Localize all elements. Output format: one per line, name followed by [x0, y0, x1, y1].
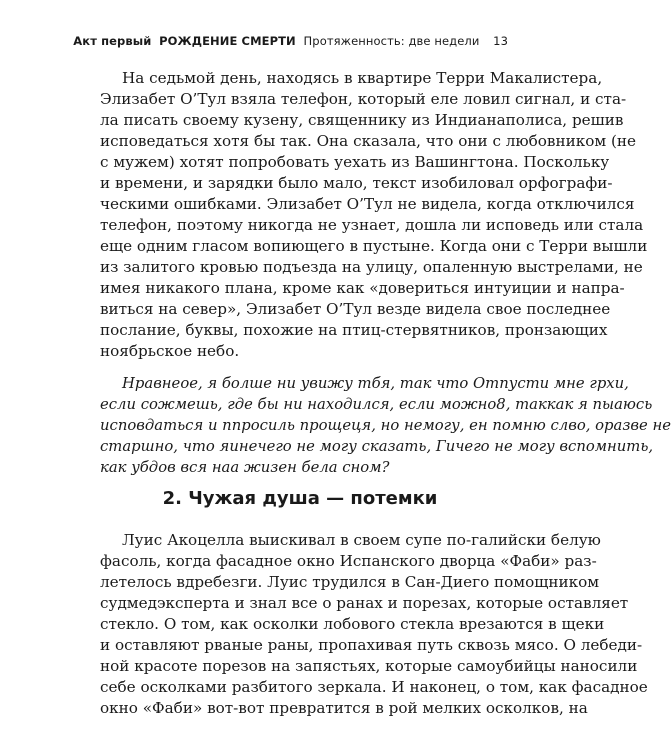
message-line: старшно, что яинечего не могу сказать, Гичего не могу вспомнить,	[100, 438, 654, 455]
header-part-title: РОЖДЕНИЕ СМЕРТИ	[159, 34, 296, 48]
paragraph-1-line: На седьмой день, находясь в квартире Терри Макалистера,	[122, 69, 603, 87]
message-line: как убдов вся наа жизен бела сном?	[100, 459, 390, 476]
paragraph-2-line: Луис Акоцелла выискивал в своем супе по-галийски белую	[122, 531, 601, 549]
paragraph-2-line: фасоль, когда фасадное окно Испанского дворца «Фаби» раз-	[100, 552, 597, 570]
running-header	[73, 34, 508, 48]
paragraph-1-line: ческими ошибками. Элизабет О’Тул не видела, когда отключился	[100, 195, 635, 213]
paragraph-2-line: стекло. О том, как осколки лобового стекла врезаются в щеки	[100, 615, 605, 633]
paragraph-1-line: еще одним гласом вопиющего в пустыне. Когда они с Терри вышли	[100, 237, 648, 255]
paragraph-1-line: телефон, поэтому никогда не узнает, дошла ли исповедь или стала	[100, 216, 644, 234]
message-line: если сожмешь, где бы ни находился, если можно8, таккак я пыаюсь	[100, 396, 653, 413]
paragraph-1-line: виться на север», Элизабет О’Тул везде видела свое последнее	[100, 300, 611, 318]
page-number: 13	[493, 34, 508, 48]
header-section: Протяженность: две недели	[303, 34, 480, 48]
message-line: Нравнеое, я болше ни увижу тбя, так что Отпусти мне грхи,	[122, 375, 629, 392]
paragraph-1-line: Элизабет О’Тул взяла телефон, который еле ловил сигнал, и ста-	[100, 90, 627, 108]
paragraph-2-line: судмедэксперта и знал все о ранах и порезах, которые оставляет	[100, 594, 629, 612]
paragraph-1-line: исповедаться хотя бы так. Она сказала, что они с любовником (не	[100, 132, 637, 150]
paragraph-1-line: имея никакого плана, кроме как «довериться интуиции и напра-	[100, 279, 625, 297]
paragraph-2-line: и оставляют рваные раны, пропахивая путь сквозь мясо. О лебеди-	[100, 636, 643, 654]
paragraph-1-line: ноябрьское небо.	[100, 342, 240, 360]
section-title: 2. Чужая душа — потемки	[162, 488, 438, 509]
paragraph-2-line: себе осколками разбитого зеркала. И наконец, о том, как фасадное	[100, 678, 648, 696]
paragraph-1-line: с мужем) хотят попробовать уехать из Вашингтона. Поскольку	[100, 153, 610, 171]
paragraph-2-line: окно «Фаби» вот-вот превратится в рой мелких осколков, на	[100, 699, 588, 717]
paragraph-1-line: из залитого кровью подъезда на улицу, опаленную выстрелами, не	[100, 258, 643, 276]
paragraph-1-line: послание, буквы, похожие на птиц-стервятников, пронзающих	[100, 321, 608, 339]
paragraph-1-line: ла писать своему кузену, священнику из Индианаполиса, решив	[100, 111, 624, 129]
paragraph-1-line: и времени, и зарядки было мало, текст изобиловал орфографи-	[100, 174, 613, 192]
paragraph-2-line: ной красоте порезов на запястьях, которые самоубийцы наносили	[100, 657, 638, 675]
message-line: исповдаться и ппросиль прощеця, но немогу, ен помню слво, оразве не	[100, 417, 671, 434]
paragraph-2-line: летелось вдребезги. Луис трудился в Сан-Диего помощником	[100, 573, 600, 591]
header-act: Акт первый	[73, 34, 152, 48]
